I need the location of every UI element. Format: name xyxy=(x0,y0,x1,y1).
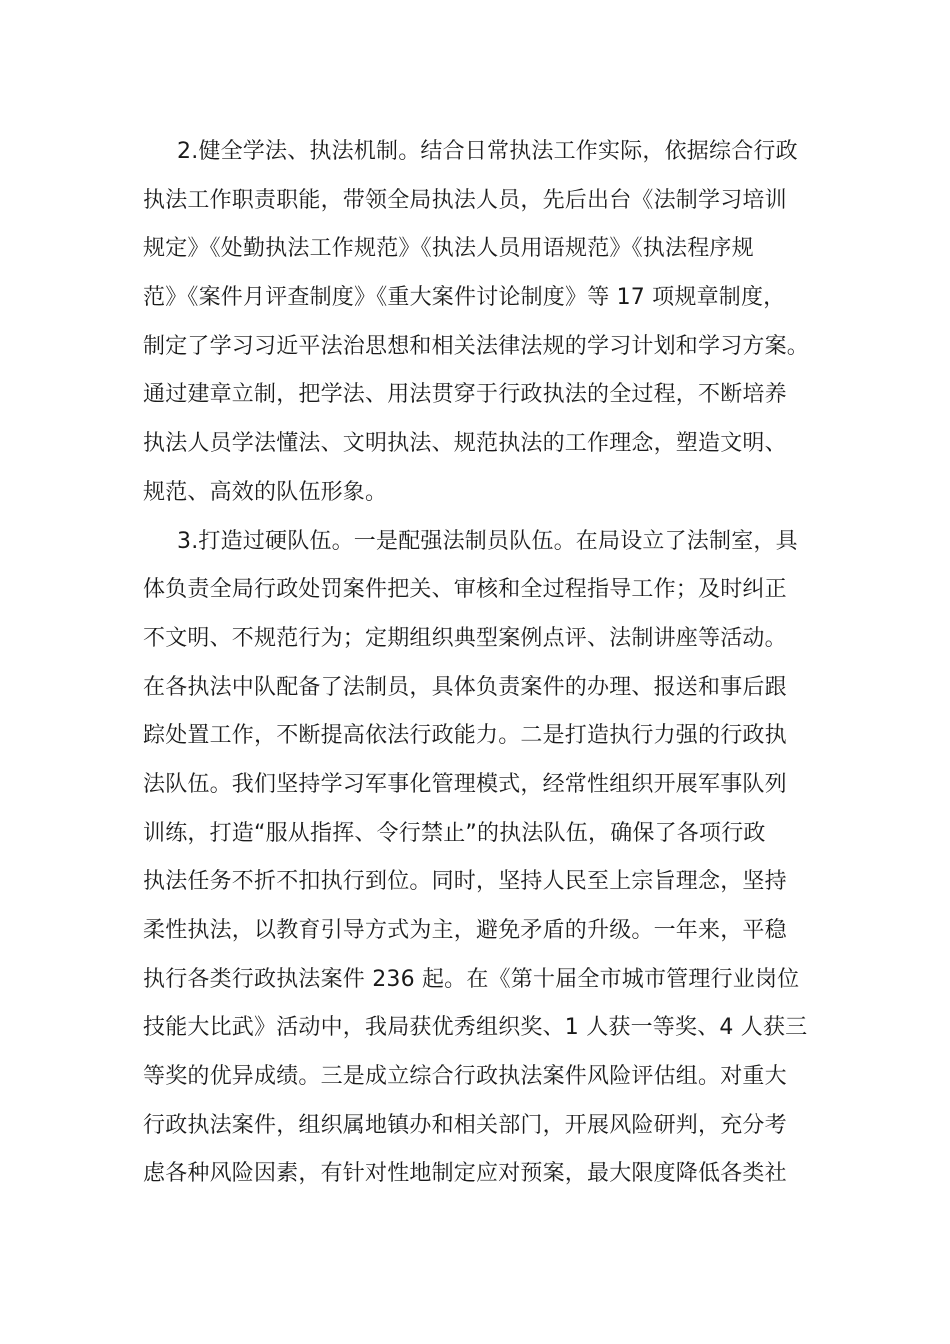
paragraph-3-line-13: 行政执法案件，组织属地镇办和相关部门，开展风险研判，充分考 xyxy=(143,1112,787,1138)
paragraph-3-line-14: 虑各种风险因素，有针对性地制定应对预案，最大限度降低各类社 xyxy=(143,1161,787,1187)
paragraph-3-line-9: 柔性执法，以教育引导方式为主，避免矛盾的升级。一年来，平稳 xyxy=(143,918,787,943)
paragraph-3-line-11: 技能大比武》活动中，我局获优秀组织奖、1 人获一等奖、4 人获三 xyxy=(143,1015,808,1041)
paragraph-2-line-2: 执法工作职责职能，带领全局执法人员，先后出台《法制学习培训 xyxy=(143,187,787,213)
paragraph-2-line-3: 规定》《处勤执法工作规范》《执法人员用语规范》《执法程序规 xyxy=(143,236,754,262)
paragraph-3-line-10: 执行各类行政执法案件 236 起。在《第十届全市城市管理行业岗位 xyxy=(143,966,800,992)
paragraph-3-line-5: 踪处置工作，不断提高依法行政能力。二是打造执行力强的行政执 xyxy=(143,723,787,749)
paragraph-2-line-1: 2.健全学法、执法机制。结合日常执法工作实际，依据综合行政 xyxy=(177,139,798,164)
paragraph-3-line-12: 等奖的优异成绩。三是成立综合行政执法案件风险评估组。对重大 xyxy=(143,1064,787,1090)
paragraph-3-line-8: 执法任务不折不扣执行到位。同时，坚持人民至上宗旨理念，坚持 xyxy=(143,869,787,895)
paragraph-3-line-2: 体负责全局行政处罚案件把关、审核和全过程指导工作；及时纠正 xyxy=(143,577,787,603)
paragraph-3-line-6: 法队伍。我们坚持学习军事化管理模式，经常性组织开展军事队列 xyxy=(143,771,787,797)
paragraph-3-line-3: 不文明、不规范行为；定期组织典型案例点评、法制讲座等活动。 xyxy=(143,625,787,651)
paragraph-2-line-7: 执法人员学法懂法、文明执法、规范执法的工作理念，塑造文明、 xyxy=(143,431,787,457)
document-body xyxy=(143,128,811,1199)
paragraph-3-line-1: 3.打造过硬队伍。一是配强法制员队伍。在局设立了法制室，具 xyxy=(177,528,798,554)
paragraph-2-line-6: 通过建章立制，把学法、用法贯穿于行政执法的全过程，不断培养 xyxy=(143,382,787,408)
paragraph-2-line-5: 制定了学习习近平法治思想和相关法律法规的学习计划和学习方案。 xyxy=(143,333,810,359)
paragraph-3-line-7: 训练，打造“服从指挥、令行禁止”的执法队伍，确保了各项行政 xyxy=(143,820,766,846)
paragraph-2-line-4: 范》《案件月评查制度》《重大案件讨论制度》等 17 项规章制度， xyxy=(143,285,786,311)
paragraph-3-line-4: 在各执法中队配备了法制员，具体负责案件的办理、报送和事后跟 xyxy=(143,674,787,700)
paragraph-2-line-8: 规范、高效的队伍形象。 xyxy=(143,479,388,505)
